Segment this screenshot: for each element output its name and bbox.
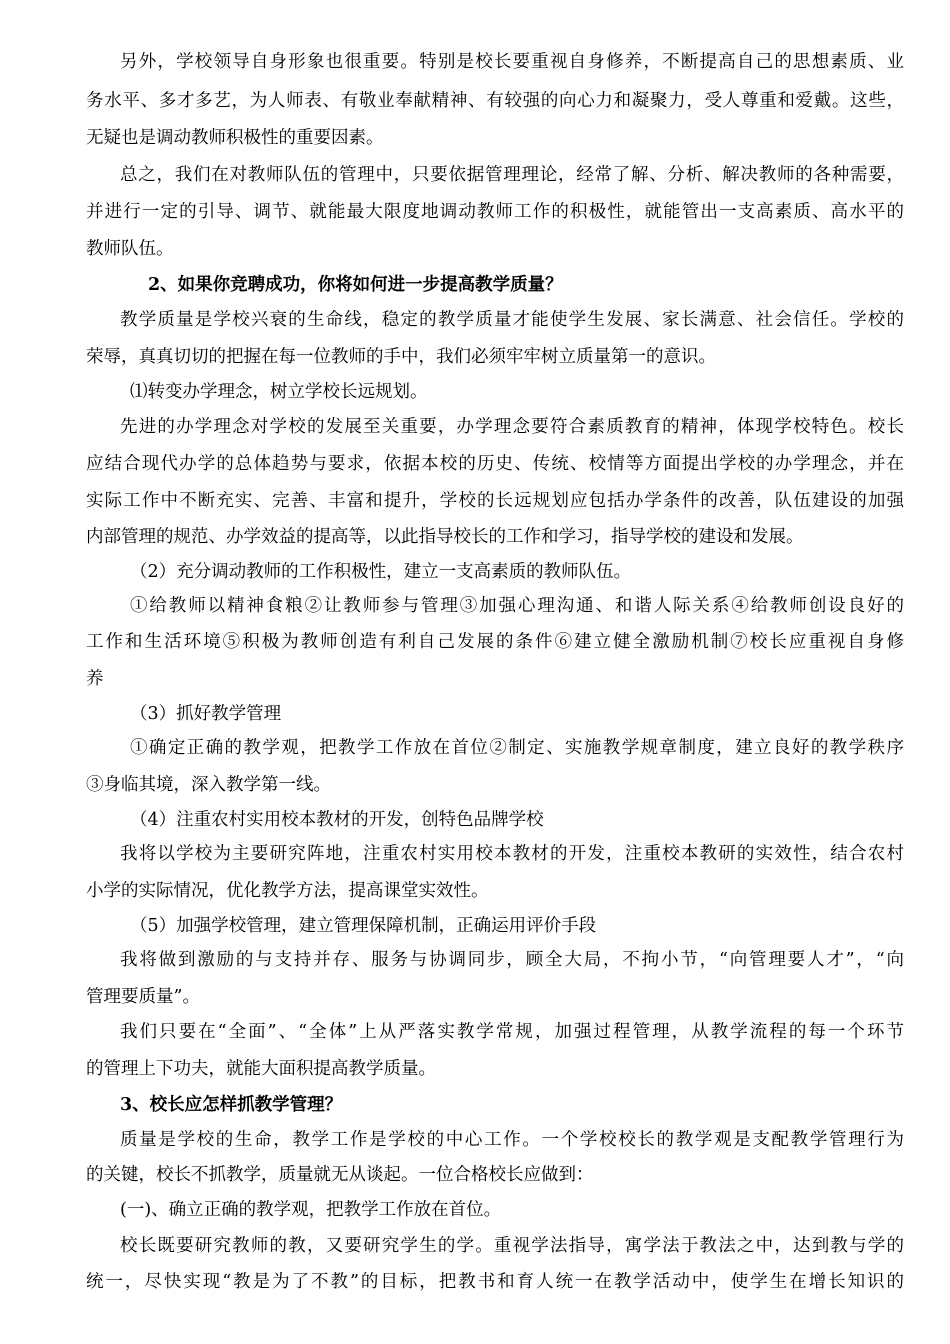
text-line: 管理要质量”。 bbox=[86, 987, 200, 1007]
text-line: (一)、确立正确的教学观，把教学工作放在首位。 bbox=[120, 1200, 502, 1220]
text-line: ①给教师以精神食粮②让教师参与管理③加强心理沟通、和谐人际关系④给教师创设良好的 bbox=[130, 596, 904, 616]
text-line: 我将以学校为主要研究阵地，注重农村实用校本教材的开发，注重校本教研的实效性，结合农村 bbox=[120, 844, 904, 864]
text-line: 务水平、多才多艺，为人师表、有敬业奉献精神、有较强的向心力和凝聚力，受人尊重和爱戴。这些， bbox=[86, 91, 904, 111]
text-line: ⑴转变办学理念，树立学校长远规划。 bbox=[130, 382, 428, 402]
text-line: ③身临其境，深入教学第一线。 bbox=[86, 775, 331, 795]
text-line: （4）注重农村实用校本教材的开发，创特色品牌学校 bbox=[130, 810, 544, 830]
text-line: 的关键，校长不抓教学，质量就无从谈起。一位合格校长应做到： bbox=[86, 1165, 594, 1185]
text-line: 养 bbox=[86, 669, 104, 689]
section-heading: 2、如果你竞聘成功，你将如何进一步提高教学质量？ bbox=[148, 275, 563, 295]
text-line: （5）加强学校管理，建立管理保障机制，正确运用评价手段 bbox=[130, 916, 597, 936]
text-line: 先进的办学理念对学校的发展至关重要，办学理念要符合素质教育的精神，体现学校特色。校长 bbox=[120, 417, 904, 437]
text-line: 统一，尽快实现“教是为了不教”的目标，把教书和育人统一在教学活动中，使学生在增长知识的 bbox=[86, 1272, 904, 1292]
text-line: 教学质量是学校兴衰的生命线，稳定的教学质量才能使学生发展、家长满意、社会信任。学校的 bbox=[120, 310, 904, 330]
text-line: 内部管理的规范、办学效益的提高等，以此指导校长的工作和学习，指导学校的建设和发展。 bbox=[86, 527, 804, 547]
section-heading: 3、校长应怎样抓教学管理？ bbox=[120, 1095, 343, 1115]
text-line: 工作和生活环境⑤积极为教师创造有利自己发展的条件⑥建立健全激励机制⑦校长应重视自身修 bbox=[86, 632, 904, 652]
text-line: 小学的实际情况，优化教学方法，提高课堂实效性。 bbox=[86, 881, 489, 901]
text-line: 无疑也是调动教师积极性的重要因素。 bbox=[86, 128, 384, 148]
text-line: 质量是学校的生命，教学工作是学校的中心工作。一个学校校长的教学观是支配教学管理行为 bbox=[120, 1130, 904, 1150]
text-line: 我将做到激励的与支持并存、服务与协调同步，顾全大局，不拘小节，“向管理要人才”，“向 bbox=[120, 950, 904, 970]
text-line: 总之，我们在对教师队伍的管理中，只要依据管理理论，经常了解、分析、解决教师的各种需要， bbox=[120, 165, 904, 185]
text-line: 实际工作中不断充实、完善、丰富和提升，学校的长远规划应包括办学条件的改善，队伍建设的加强 bbox=[86, 491, 904, 511]
text-line: 我们只要在“全面”、“全体”上从严落实教学常规，加强过程管理，从教学流程的每一个环节 bbox=[120, 1022, 904, 1042]
text-line: 教师队伍。 bbox=[86, 239, 174, 259]
text-line: 校长既要研究教师的教，又要研究学生的学。重视学法指导，寓学法于教法之中，达到教与学的 bbox=[120, 1236, 904, 1256]
text-line: 应结合现代办学的总体趋势与要求，依据本校的历史、传统、校情等方面提出学校的办学理念，并在 bbox=[86, 454, 904, 474]
text-line: 并进行一定的引导、调节、就能最大限度地调动教师工作的积极性，就能管出一支高素质、高水平的 bbox=[86, 202, 904, 222]
text-line: 荣辱，真真切切的把握在每一位教师的手中，我们必须牢牢树立质量第一的意识。 bbox=[86, 347, 716, 367]
text-line: 另外，学校领导自身形象也很重要。特别是校长要重视自身修养，不断提高自己的思想素质、业 bbox=[120, 52, 904, 72]
text-line: （2）充分调动教师的工作积极性，建立一支高素质的教师队伍。 bbox=[130, 562, 632, 582]
text-line: ①确定正确的教学观，把教学工作放在首位②制定、实施教学规章制度，建立良好的教学秩序 bbox=[130, 738, 904, 758]
text-line: （3）抓好教学管理 bbox=[130, 704, 282, 724]
text-line: 的管理上下功夫，就能大面积提高教学质量。 bbox=[86, 1059, 436, 1079]
